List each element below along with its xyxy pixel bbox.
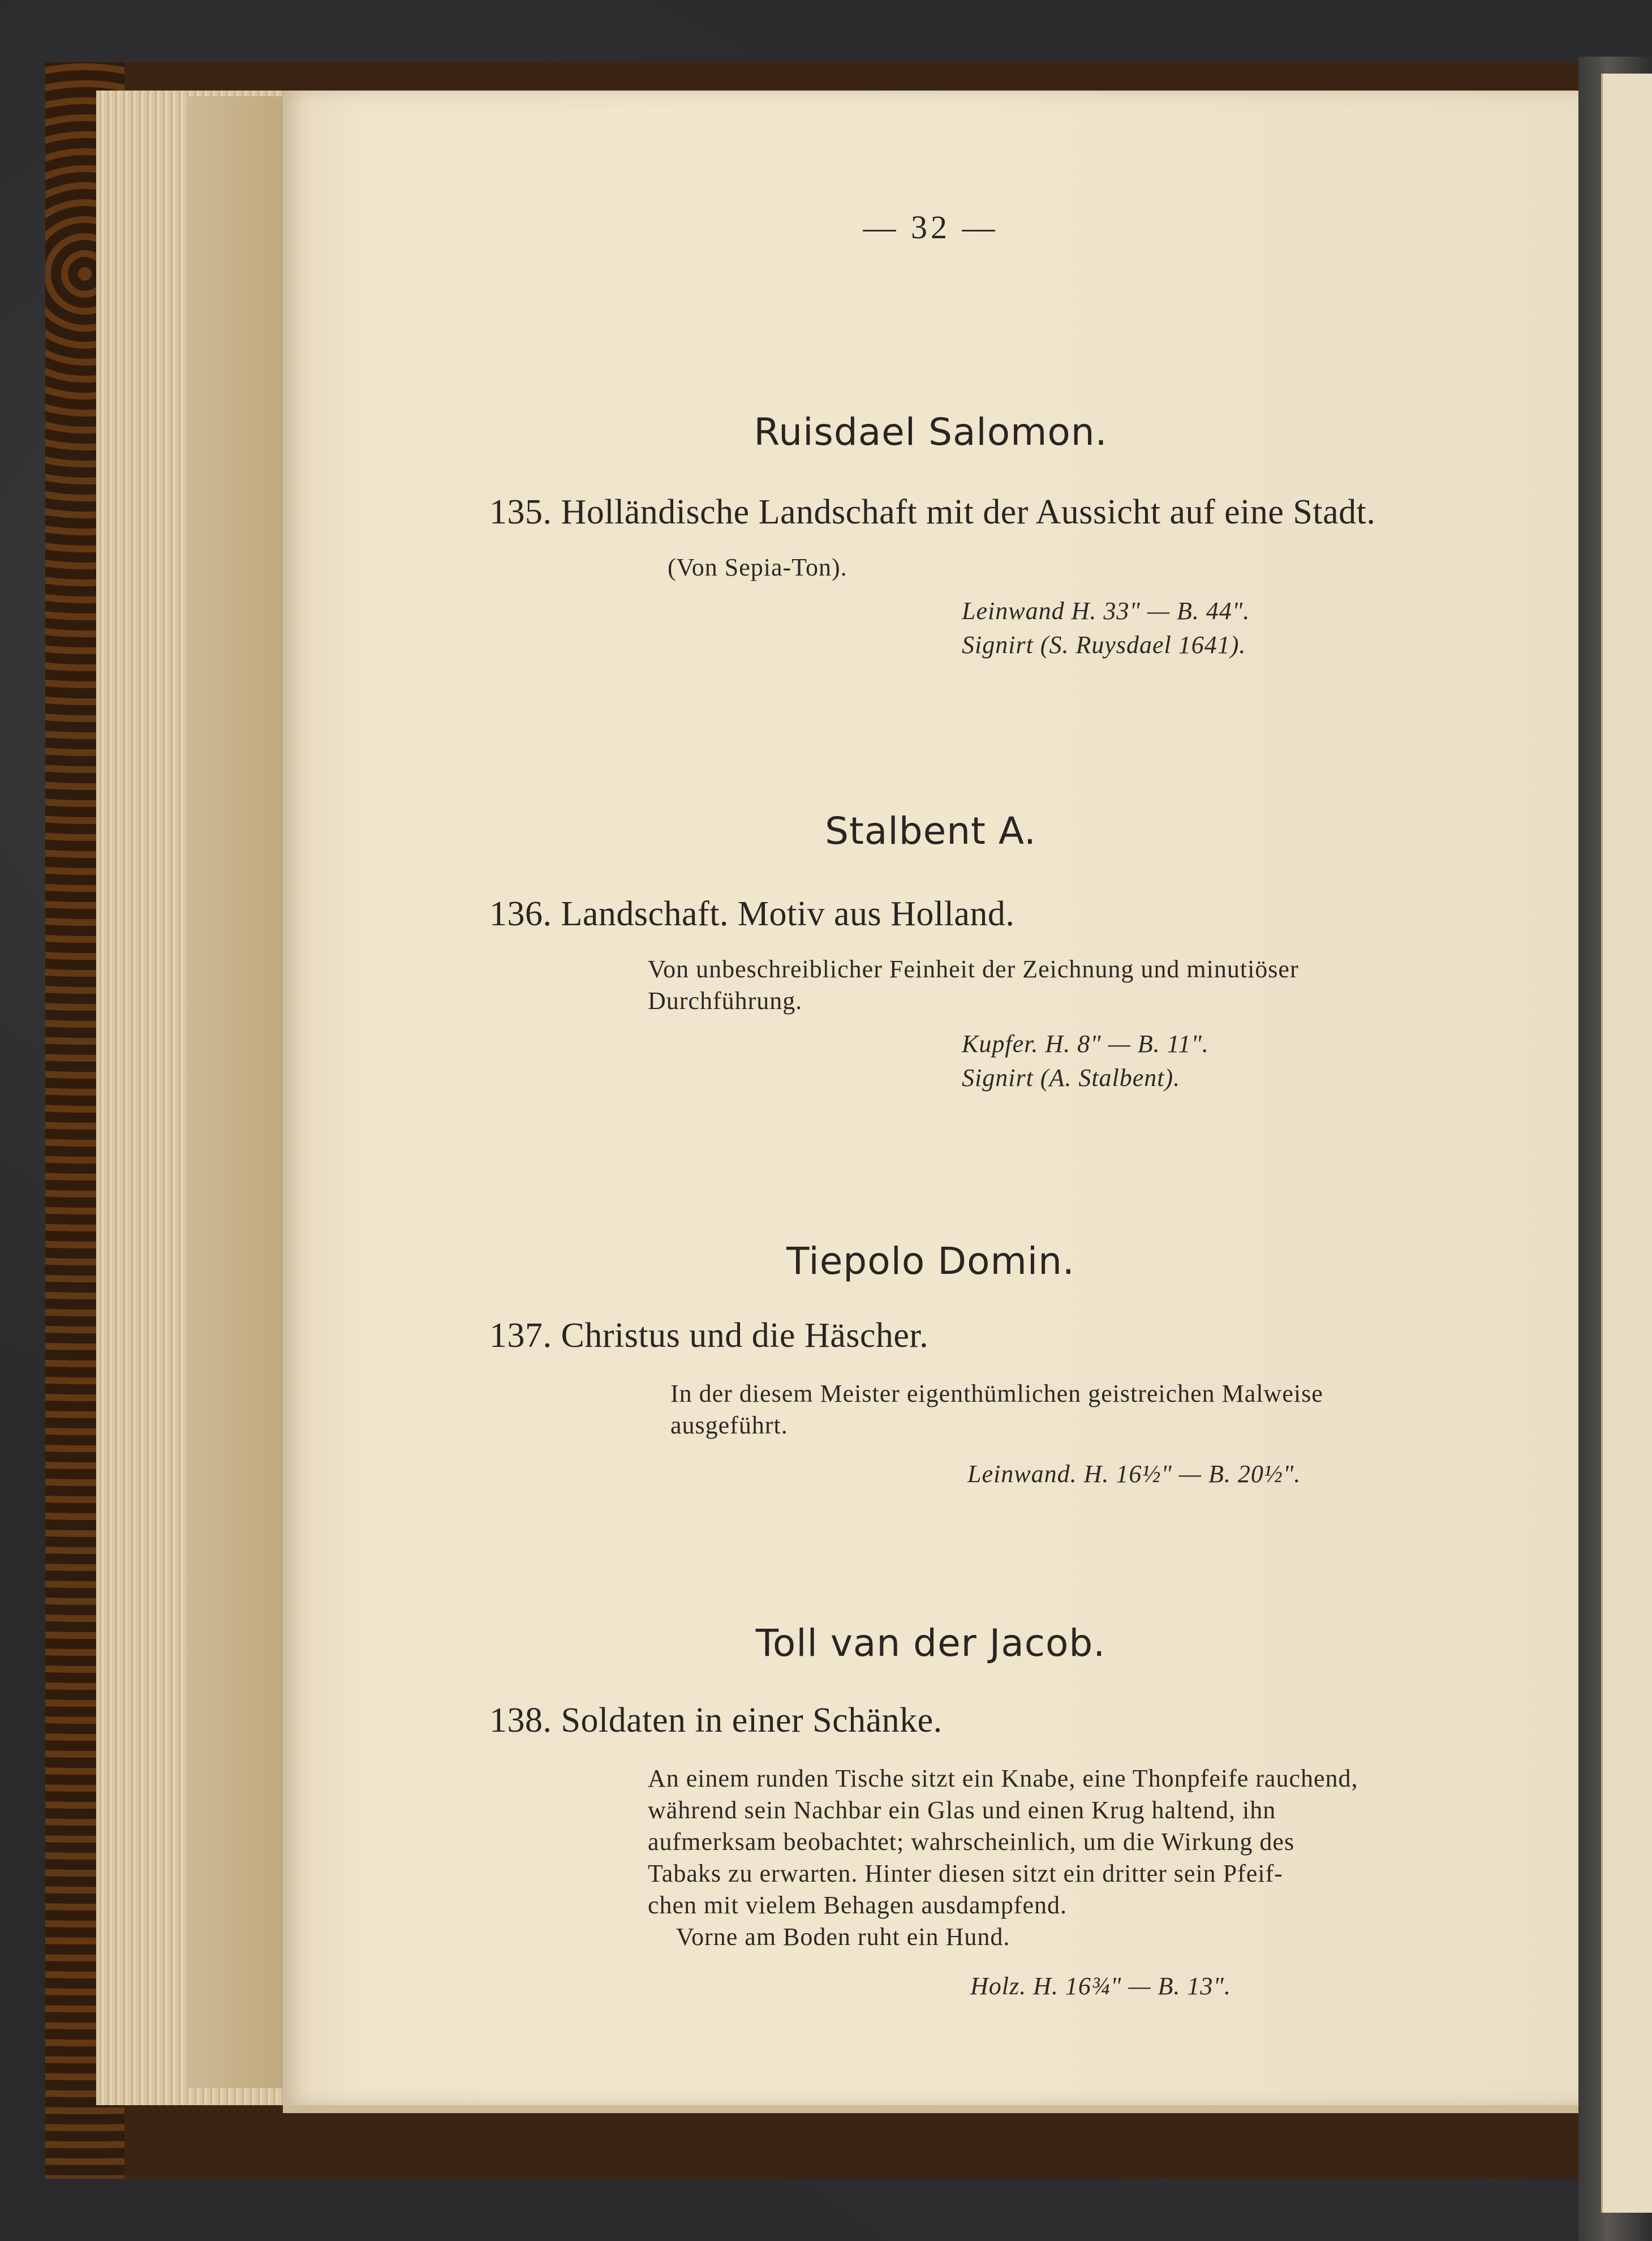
artist-heading: Ruisdael Salomon. [754, 410, 1108, 454]
page-number: — 32 — [863, 209, 999, 246]
entry-description [670, 1378, 1652, 1441]
page-content [283, 91, 1578, 2105]
entry-metadata [970, 1969, 1231, 2003]
catalog-entry-title: 135. Holländische Landschaft mit der Aussicht auf eine Stadt. [489, 493, 1376, 531]
signature-line: Signirt (S. Ruysdael 1641). [962, 631, 1246, 659]
description-line: Tabaks zu erwarten. Hinter diesen sitzt ein dritter sein Pfeif- [648, 1860, 1283, 1887]
entry-description [648, 954, 1652, 1017]
entry-metadata [962, 594, 1250, 662]
medium-dimensions: Leinwand H. 33" — B. 44". [962, 597, 1250, 625]
artist-heading: Tiepolo Domin. [786, 1239, 1075, 1283]
catalog-entry-title: 138. Soldaten in einer Schänke. [489, 1701, 943, 1740]
medium-dimensions: Kupfer. H. 8" — B. 11". [962, 1030, 1209, 1058]
catalog-entry-title: 137. Christus und die Häscher. [489, 1316, 929, 1355]
artist-heading: Toll van der Jacob. [755, 1621, 1106, 1665]
entry-metadata [967, 1457, 1301, 1491]
entry-description [668, 552, 1403, 583]
description-line: Von unbeschreiblicher Feinheit der Zeichnung und minutiöser [648, 955, 1299, 983]
medium-dimensions: Leinwand. H. 16½" — B. 20½". [967, 1460, 1301, 1488]
description-line: chen mit vielem Behagen ausdampfend. [648, 1891, 1067, 1919]
description-line: Vorne am Boden ruht ein Hund. [676, 1923, 1010, 1951]
entry-description [648, 1763, 1652, 1953]
page-gutter [187, 96, 283, 2088]
entry-metadata [962, 1027, 1209, 1095]
book-page [283, 91, 1578, 2113]
description-line: An einem runden Tische sitzt ein Knabe, eine Thonpfeife rauchend, [648, 1765, 1358, 1792]
description-line: ausgeführt. [670, 1411, 788, 1439]
description-line: Durchführung. [648, 987, 803, 1015]
description-line: (Von Sepia-Ton). [668, 553, 847, 581]
signature-line: Signirt (A. Stalbent). [962, 1064, 1181, 1092]
description-line: In der diesem Meister eigenthümlichen geistreichen Malweise [670, 1380, 1323, 1407]
catalog-entry-title: 136. Landschaft. Motiv aus Holland. [489, 895, 1015, 933]
medium-dimensions: Holz. H. 16¾" — B. 13". [970, 1972, 1231, 2000]
description-line: aufmerksam beobachtet; wahrscheinlich, um die Wirkung des [648, 1828, 1295, 1856]
artist-heading: Stalbent A. [825, 809, 1036, 853]
description-line: während sein Nachbar ein Glas und einen Krug haltend, ihn [648, 1796, 1276, 1824]
